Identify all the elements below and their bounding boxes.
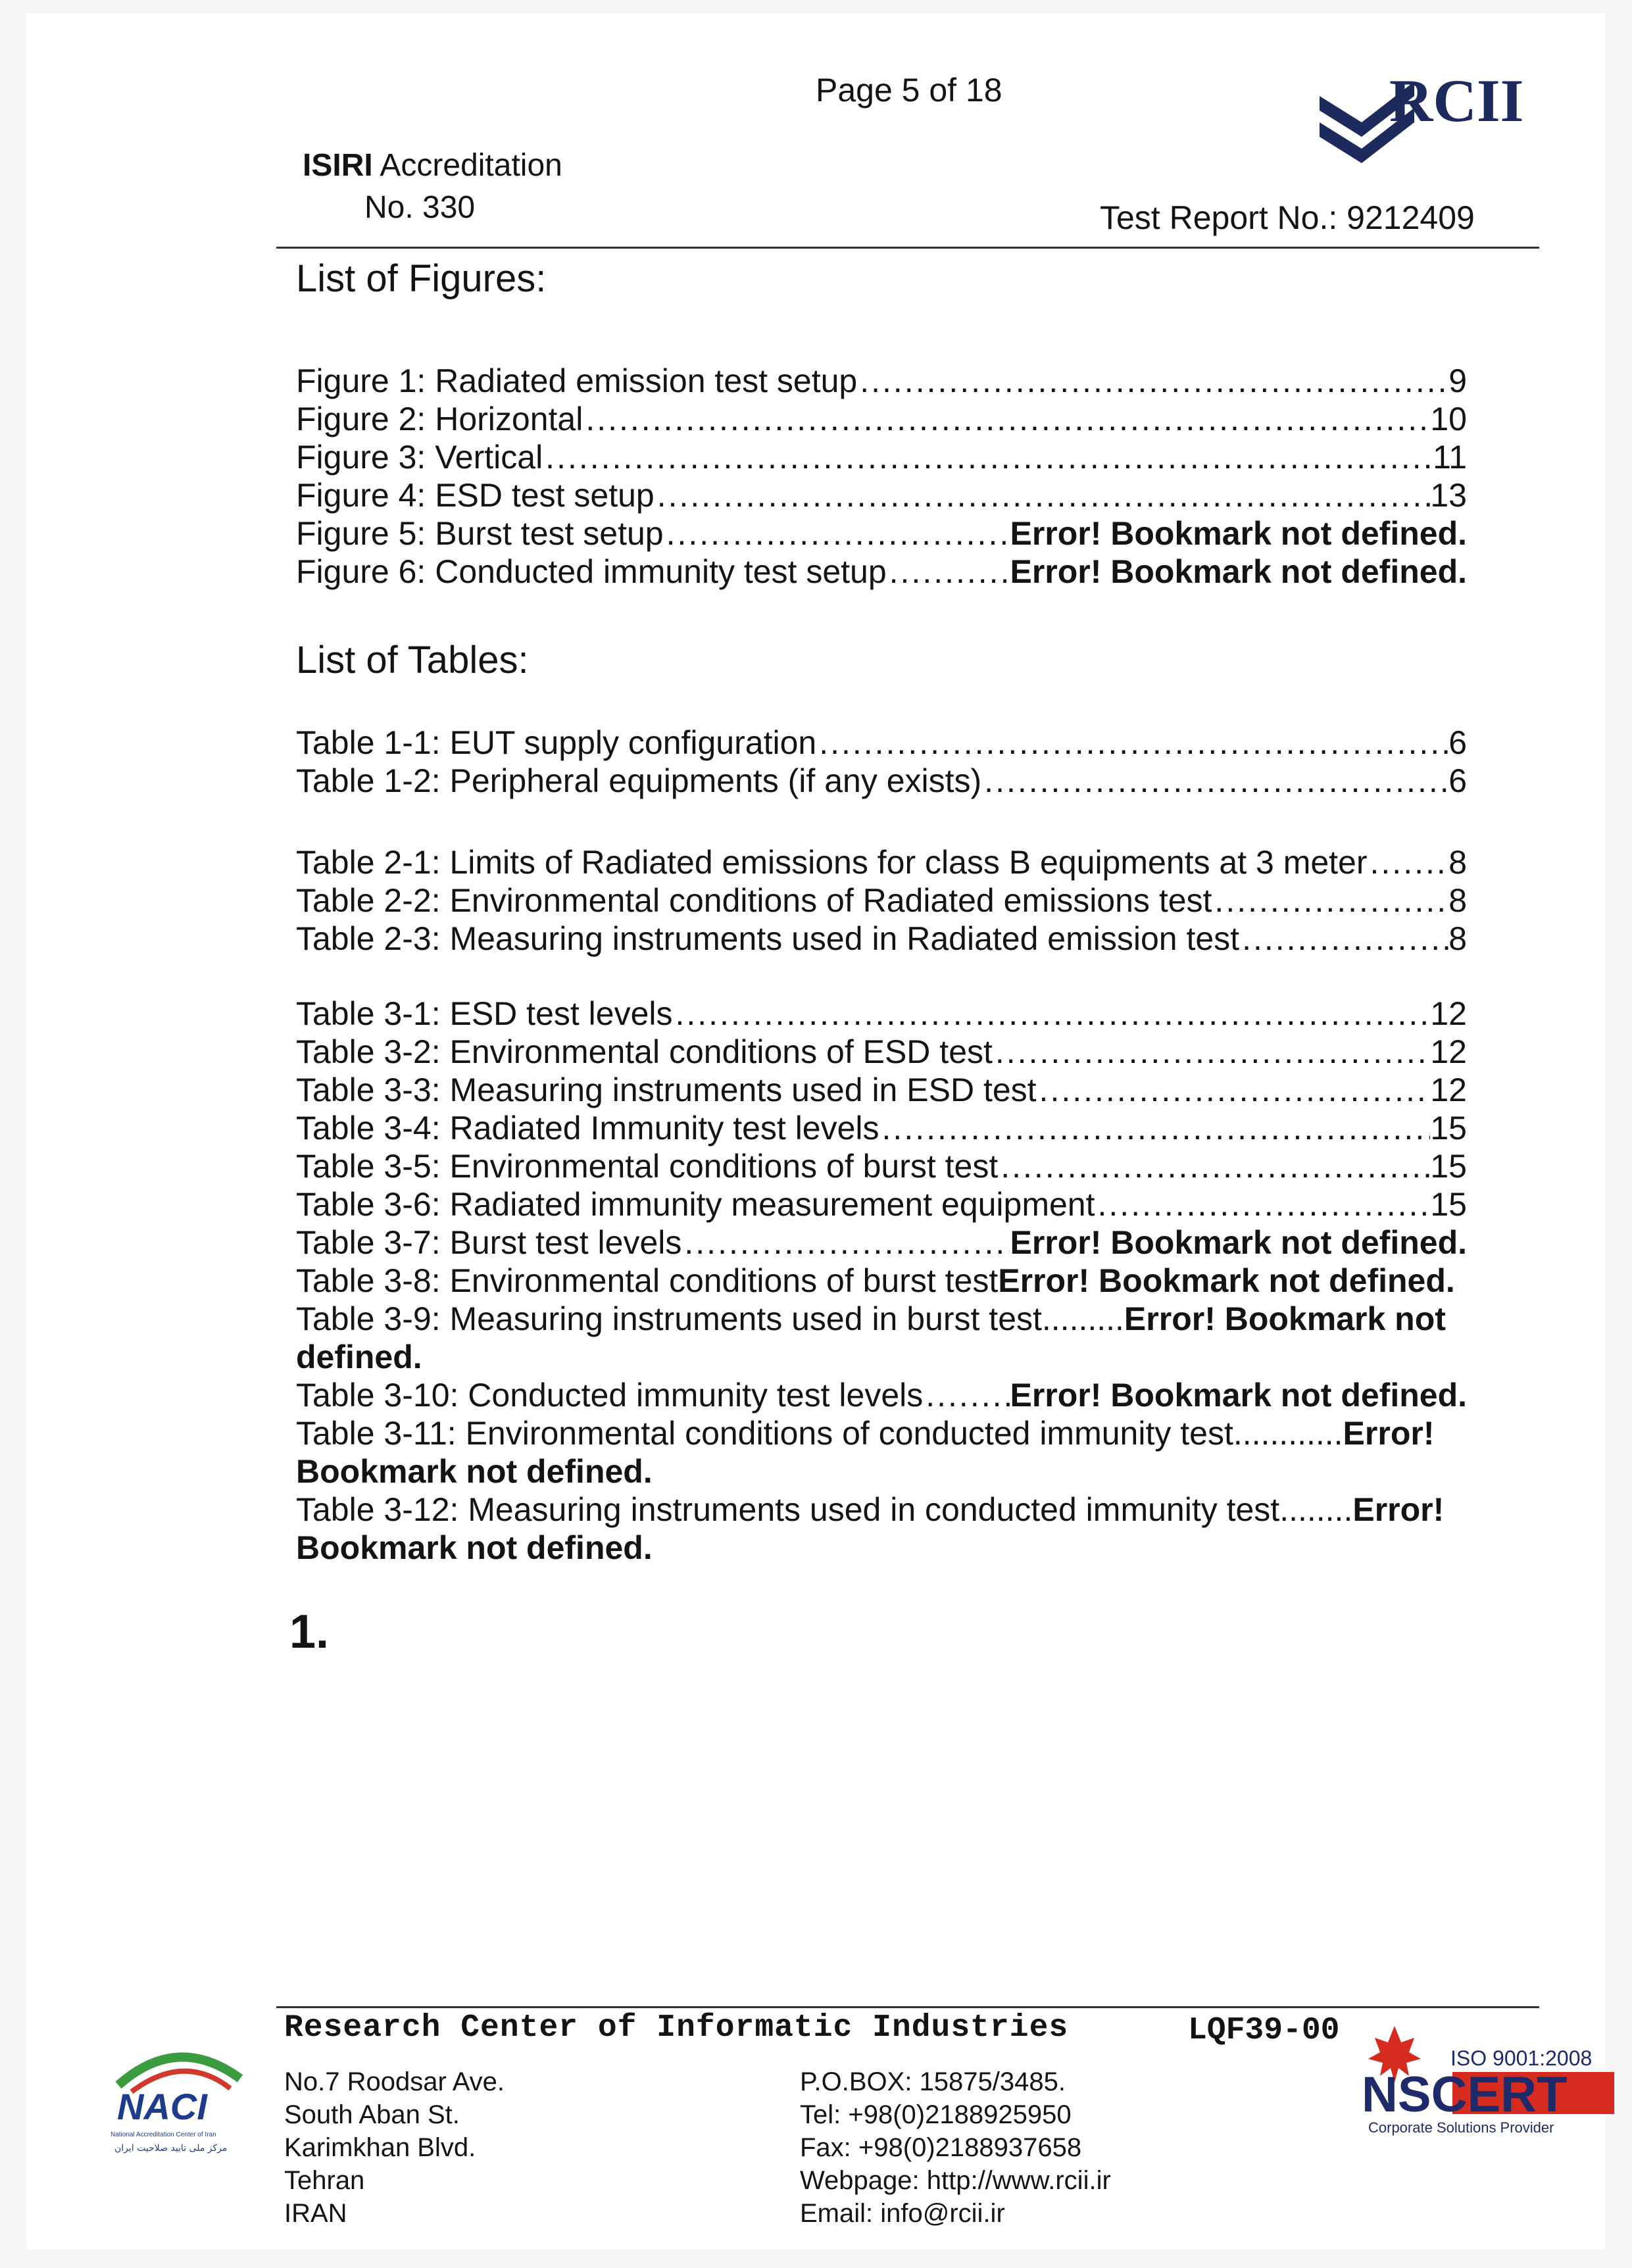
footer-address xyxy=(284,2065,505,2230)
naci-caption: National Accreditation Center of Iran xyxy=(111,2131,216,2138)
accreditation-label: Accreditation xyxy=(380,148,562,183)
table-entry-3-6[interactable]: Table 3-6: Radiated immunity measurement equipment ..... 15 xyxy=(296,1185,1467,1223)
table-entry-3-1[interactable]: Table 3-1: ESD test levels ..... 12 xyxy=(296,995,1467,1033)
report-number-block xyxy=(1100,199,1475,237)
rcii-logo-text: RCII xyxy=(1389,70,1524,134)
naci-caption-persian: مرکز ملی تایید صلاحیت ایران xyxy=(114,2143,228,2154)
document-page xyxy=(26,13,1605,2250)
figures-list xyxy=(296,362,1467,591)
address-line: IRAN xyxy=(284,2199,347,2228)
header-divider xyxy=(276,247,1539,249)
table-entry-3-10[interactable]: Table 3-10: Conducted immunity test levels ..... Error! Bookmark not defined. xyxy=(296,1376,1467,1414)
table-entry-3-9[interactable]: Table 3-9: Measuring instruments used in burst test.........Error! Bookmark not defined. xyxy=(296,1300,1446,1375)
table-entry-2-1[interactable]: Table 2-1: Limits of Radiated emissions for class B equipments at 3 meter ..... 8 xyxy=(296,843,1467,881)
table-entry-2-3[interactable]: Table 2-3: Measuring instruments used in Radiated emission test ..... 8 xyxy=(296,920,1467,958)
tables-group-2 xyxy=(296,843,1467,958)
footer-form-code: LQF39-00 xyxy=(1188,2013,1340,2048)
naci-logo xyxy=(105,2026,250,2164)
figure-entry-2[interactable]: Figure 2: Horizontal ..... 10 xyxy=(296,400,1467,438)
rcii-logo xyxy=(1316,70,1552,201)
figure-entry-1[interactable]: Figure 1: Radiated emission test setup ..... 9 xyxy=(296,362,1467,400)
report-number-label: Test Report No.: xyxy=(1100,199,1338,236)
footer-organization: Research Center of Informatic Industries xyxy=(284,2010,1069,2046)
table-entry-2-2[interactable]: Table 2-2: Environmental conditions of Radiated emissions test ..... 8 xyxy=(296,881,1467,920)
table-entry-3-8[interactable]: Table 3-8: Environmental conditions of burst test Error! Bookmark not defined. xyxy=(296,1262,1455,1299)
figure-entry-4[interactable]: Figure 4: ESD test setup ..... 13 xyxy=(296,476,1467,514)
address-line: Karimkhan Blvd. xyxy=(284,2133,476,2162)
tables-group-1 xyxy=(296,724,1467,800)
figure-entry-5[interactable]: Figure 5: Burst test setup ..... Error! Bookmark not defined. xyxy=(296,514,1467,553)
figure-entry-3[interactable]: Figure 3: Vertical ..... 11 xyxy=(296,438,1467,476)
table-entry-3-7[interactable]: Table 3-7: Burst test levels ..... Error! Bookmark not defined. xyxy=(296,1223,1467,1262)
table-entry-3-12[interactable]: Table 3-12: Measuring instruments used in conducted immunity test........Error! Bookmark not defined. xyxy=(296,1491,1445,1566)
fax: Fax: +98(0)2188937658 xyxy=(800,2133,1082,2162)
address-line: South Aban St. xyxy=(284,2100,460,2129)
table-entry-3-5[interactable]: Table 3-5: Environmental conditions of burst test ..... 15 xyxy=(296,1147,1467,1185)
email-link[interactable]: Email: info@rcii.ir xyxy=(800,2199,1005,2228)
table-entry-3-11[interactable]: Table 3-11: Environmental conditions of conducted immunity test............Error! Bookmark not defined. xyxy=(296,1415,1435,1490)
address-line: No.7 Roodsar Ave. xyxy=(284,2067,505,2096)
nscert-iso-text: ISO 9001:2008 xyxy=(1450,2046,1593,2070)
tables-group-3 xyxy=(296,995,1467,1567)
footer-contact xyxy=(800,2065,1111,2230)
figure-entry-6[interactable]: Figure 6: Conducted immunity test setup ..... Error! Bookmark not defined. xyxy=(296,553,1467,591)
table-entry-1-1[interactable]: Table 1-1: EUT supply configuration ..... 6 xyxy=(296,724,1467,762)
table-entry-1-2[interactable]: Table 1-2: Peripheral equipments (if any exists) ..... 6 xyxy=(296,762,1467,800)
webpage-link[interactable]: Webpage: http://www.rcii.ir xyxy=(800,2166,1111,2195)
report-number-value: 9212409 xyxy=(1347,199,1475,236)
accreditation-body: ISIRI xyxy=(303,148,373,183)
table-entry-3-4[interactable]: Table 3-4: Radiated Immunity test levels ..... 15 xyxy=(296,1109,1467,1147)
nscert-logo-text: NSCERT xyxy=(1362,2067,1568,2123)
footer-divider xyxy=(276,2006,1539,2008)
telephone: Tel: +98(0)2188925950 xyxy=(800,2100,1072,2129)
table-entry-3-3[interactable]: Table 3-3: Measuring instruments used in ESD test ..... 12 xyxy=(296,1071,1467,1109)
page-number: Page 5 of 18 xyxy=(816,72,1002,109)
tables-heading: List of Tables: xyxy=(296,639,529,681)
accreditation-number: No. 330 xyxy=(364,190,476,225)
accreditation-block xyxy=(303,145,562,229)
nscert-caption: Corporate Solutions Provider xyxy=(1368,2119,1554,2136)
nscert-logo xyxy=(1355,2019,1618,2151)
address-line: Tehran xyxy=(284,2166,365,2195)
po-box: P.O.BOX: 15875/3485. xyxy=(800,2067,1066,2096)
table-entry-3-2[interactable]: Table 3-2: Environmental conditions of ESD test ..... 12 xyxy=(296,1033,1467,1071)
figures-heading: List of Figures: xyxy=(296,257,547,300)
naci-logo-text: NACI xyxy=(117,2086,207,2127)
section-number: 1. xyxy=(289,1606,330,1658)
